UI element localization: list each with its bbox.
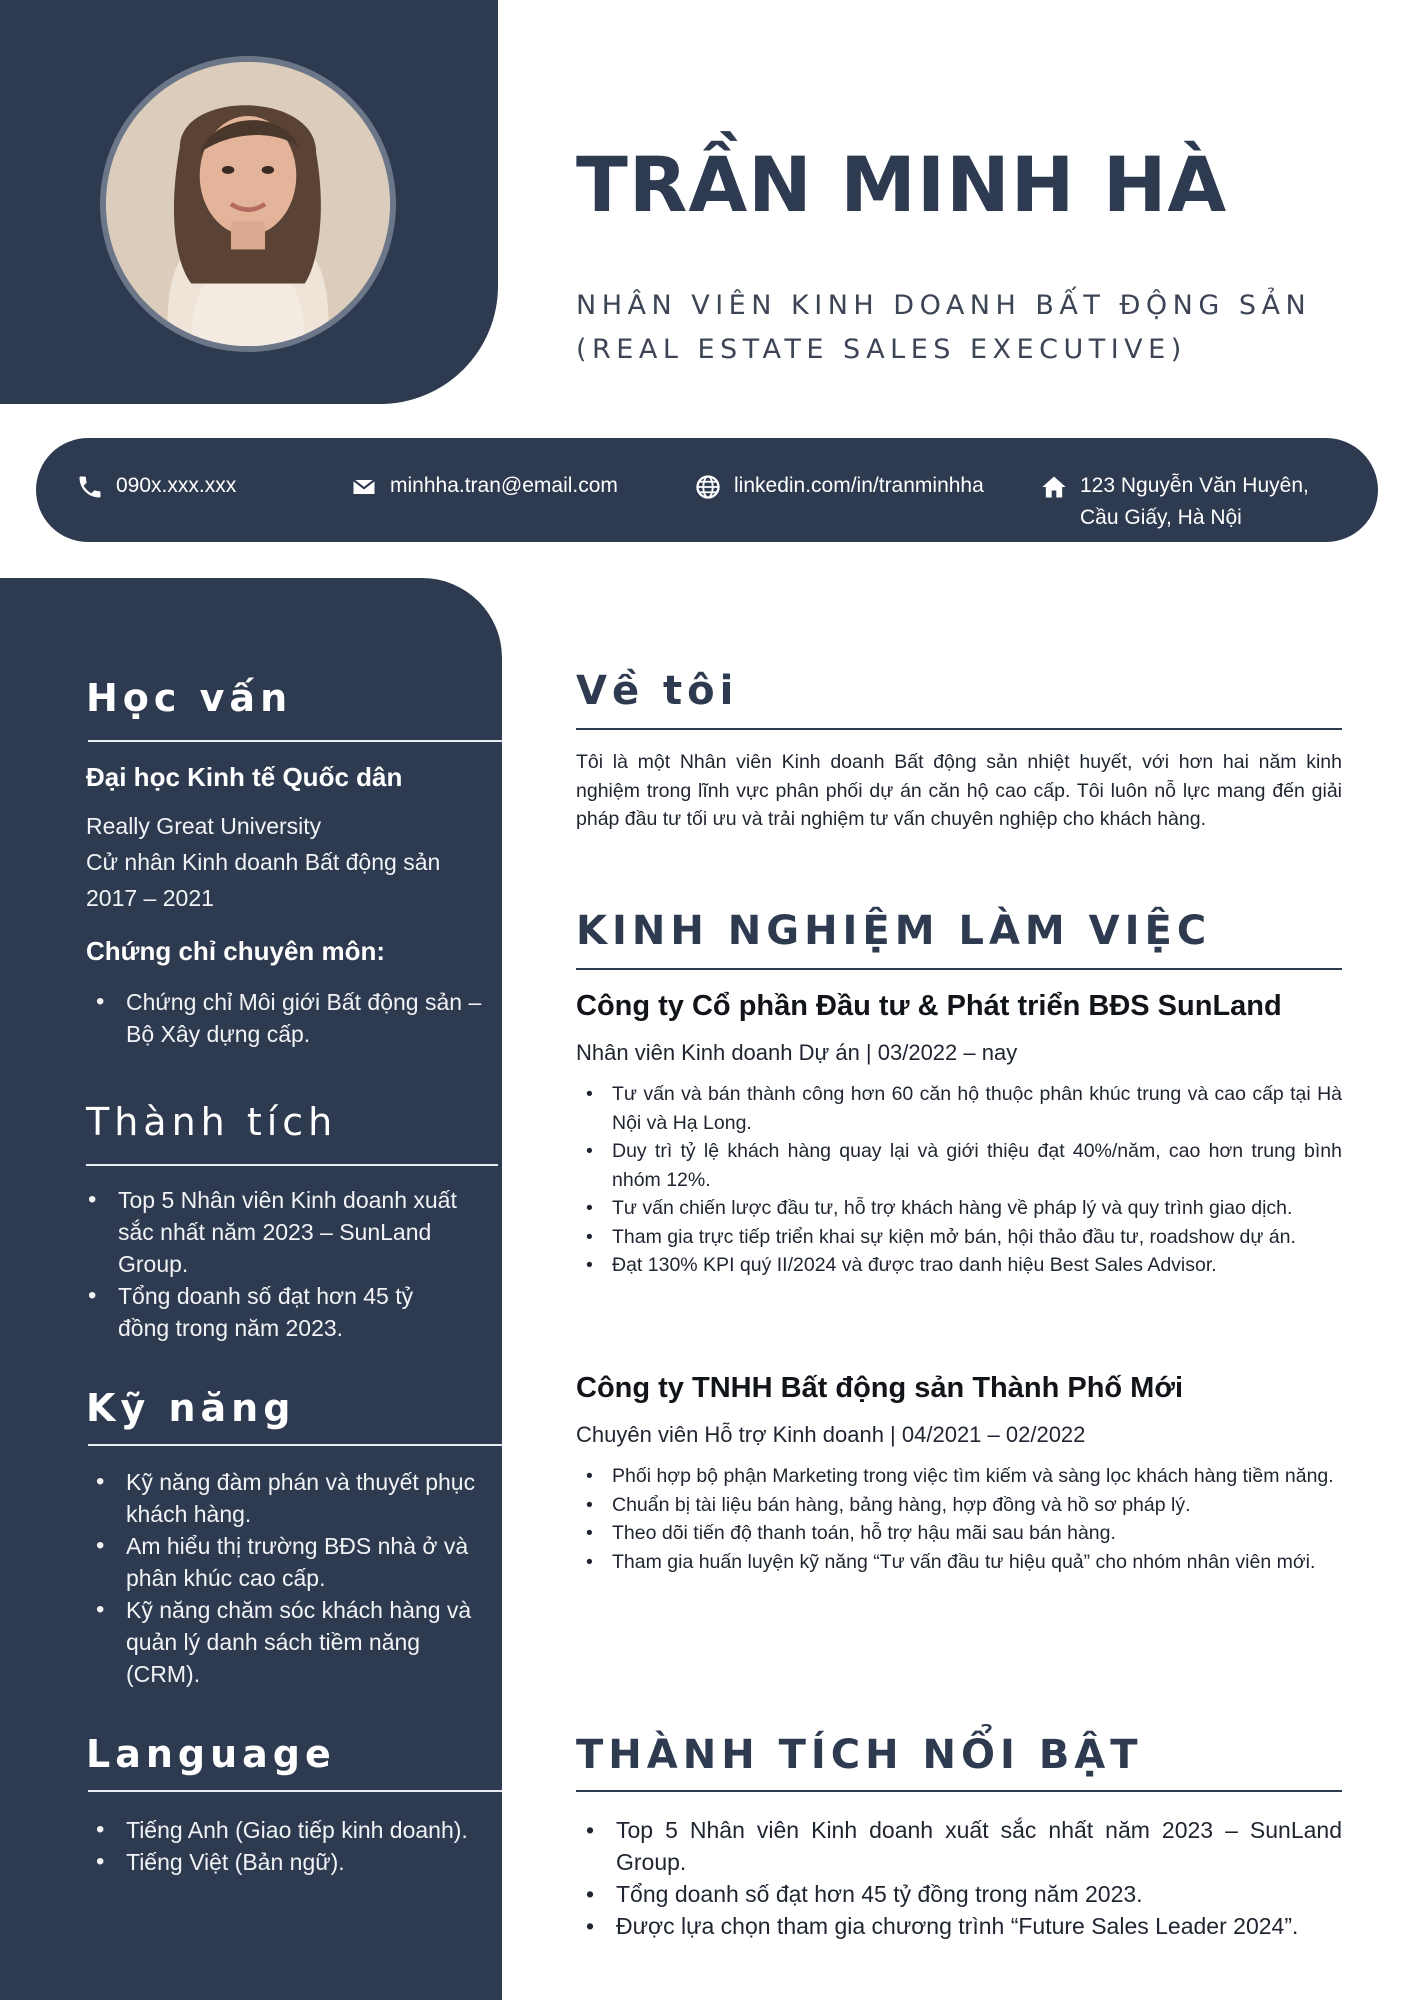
skills-list (86, 1466, 486, 1690)
job-2-role: Chuyên viên Hỗ trợ Kinh doanh | 04/2021 – 02/2022 (576, 1422, 1086, 1447)
list-item: • Kỹ năng chăm sóc khách hàng và quản lý danh sách tiềm năng (CRM). (86, 1594, 486, 1690)
sidebar (0, 578, 502, 2000)
phone-icon (76, 473, 104, 501)
phone-text[interactable]: 090x.xxx.xxx (116, 474, 237, 497)
contact-website (694, 470, 984, 502)
job-2-company: Công ty TNHH Bất động sản Thành Phố Mới (576, 1372, 1184, 1404)
email-text[interactable]: minhha.tran@email.com (390, 474, 618, 497)
list-item: • Phối hợp bộ phận Marketing trong việc tìm kiếm và sàng lọc khách hàng tiềm năng. (576, 1462, 1342, 1491)
language-list (86, 1814, 500, 1878)
list-item: • Đạt 130% KPI quý II/2024 và được trao danh hiệu Best Sales Advisor. (576, 1251, 1342, 1280)
list-item: • Am hiểu thị trường BĐS nhà ở và phân khúc cao cấp. (86, 1530, 486, 1594)
highlights-heading: THÀNH TÍCH NỔI BẬT (576, 1732, 1143, 1778)
list-item: • Tham gia huấn luyện kỹ năng “Tư vấn đầu tư hiệu quả” cho nhóm nhân viên mới. (576, 1548, 1342, 1577)
about-text: Tôi là một Nhân viên Kinh doanh Bất động sản nhiệt huyết, với hơn hai năm kinh nghiệm trong lĩnh vực phân phối dự án căn hộ cao cấp. Tôi luôn nỗ lực mang đến giải pháp đầu tư tối ưu và trải nghiệm tư vấn chuyên nghiệp cho khách hàng. (576, 751, 1342, 830)
list-item: • Top 5 Nhân viên Kinh doanh xuất sắc nhất năm 2023 – SunLand Group. (78, 1184, 458, 1280)
job-1-company: Công ty Cổ phần Đầu tư & Phát triển BĐS SunLand (576, 990, 1282, 1022)
list-item: • Tổng doanh số đạt hơn 45 tỷ đồng trong năm 2023. (78, 1280, 458, 1344)
candidate-job-title: NHÂN VIÊN KINH DOANH BẤT ĐỘNG SẢN (REAL ESTATE SALES EXECUTIVE) (576, 290, 1312, 365)
contact-bar (36, 438, 1378, 542)
education-line-3: 2017 – 2021 (86, 885, 214, 911)
skills-heading: Kỹ năng (86, 1386, 296, 1430)
highlights-rule (576, 1790, 1342, 1792)
list-item: • Tham gia trực tiếp triển khai sự kiện mở bán, hội thảo đầu tư, roadshow dự án. (576, 1223, 1342, 1252)
job-2-bullets (576, 1462, 1342, 1576)
list-item: • Duy trì tỷ lệ khách hàng quay lại và giới thiệu đạt 40%/năm, cao hơn trung bình nhóm 12%. (576, 1137, 1342, 1194)
address-text: 123 Nguyễn Văn Huyên, Cầu Giấy, Hà Nội (1080, 474, 1309, 529)
list-item: • Được lựa chọn tham gia chương trình “Future Sales Leader 2024”. (576, 1910, 1342, 1942)
job-1-role: Nhân viên Kinh doanh Dự án | 03/2022 – nay (576, 1040, 1018, 1065)
education-line-1: Really Great University (86, 813, 322, 839)
list-item: • Chuẩn bị tài liệu bán hàng, bảng hàng, hợp đồng và hồ sơ pháp lý. (576, 1491, 1342, 1520)
list-item: • Tiếng Anh (Giao tiếp kinh doanh). (86, 1814, 500, 1846)
profile-photo-frame (100, 56, 396, 352)
profile-photo (106, 62, 390, 346)
experience-heading: KINH NGHIỆM LÀM VIỆC (576, 908, 1212, 954)
home-icon (1040, 473, 1068, 501)
list-item: • Tổng doanh số đạt hơn 45 tỷ đồng trong năm 2023. (576, 1878, 1342, 1910)
website-text[interactable]: linkedin.com/in/tranminhha (734, 474, 984, 497)
list-item: • Top 5 Nhân viên Kinh doanh xuất sắc nhất năm 2023 – SunLand Group. (576, 1814, 1342, 1878)
globe-icon (694, 473, 722, 501)
email-icon (350, 473, 378, 501)
education-school: Đại học Kinh tế Quốc dân (86, 762, 403, 792)
experience-rule (576, 968, 1342, 970)
list-item: • Tư vấn và bán thành công hơn 60 căn hộ thuộc phân khúc trung và cao cấp tại Hà Nội và Hạ Long. (576, 1080, 1342, 1137)
cert-list (86, 986, 496, 1050)
cert-heading: Chứng chỉ chuyên môn: (86, 936, 386, 966)
contact-email (350, 470, 618, 502)
achievements-list (78, 1184, 458, 1344)
list-item: • Kỹ năng đàm phán và thuyết phục khách hàng. (86, 1466, 486, 1530)
education-rule (88, 740, 502, 742)
highlights-list (576, 1814, 1342, 1942)
list-item: • Chứng chỉ Môi giới Bất động sản – Bộ Xây dựng cấp. (86, 986, 496, 1050)
about-rule (576, 728, 1342, 730)
language-heading: Language (86, 1732, 336, 1776)
candidate-name: TRẦN MINH HÀ (576, 140, 1228, 229)
contact-address (1040, 470, 1340, 534)
language-rule (88, 1790, 502, 1792)
education-heading: Học vấn (86, 676, 293, 720)
achievements-heading: Thành tích (86, 1100, 338, 1144)
list-item: • Tư vấn chiến lược đầu tư, hỗ trợ khách hàng về pháp lý và quy trình giao dịch. (576, 1194, 1342, 1223)
about-heading: Về tôi (576, 668, 739, 714)
job-1-bullets (576, 1080, 1342, 1280)
skills-rule (88, 1444, 502, 1446)
education-line-2: Cử nhân Kinh doanh Bất động sản (86, 849, 441, 875)
list-item: • Theo dõi tiến độ thanh toán, hỗ trợ hậu mãi sau bán hàng. (576, 1519, 1342, 1548)
list-item: • Tiếng Việt (Bản ngữ). (86, 1846, 500, 1878)
header-block (0, 0, 498, 404)
achievements-rule (86, 1164, 498, 1166)
contact-phone (76, 470, 236, 502)
